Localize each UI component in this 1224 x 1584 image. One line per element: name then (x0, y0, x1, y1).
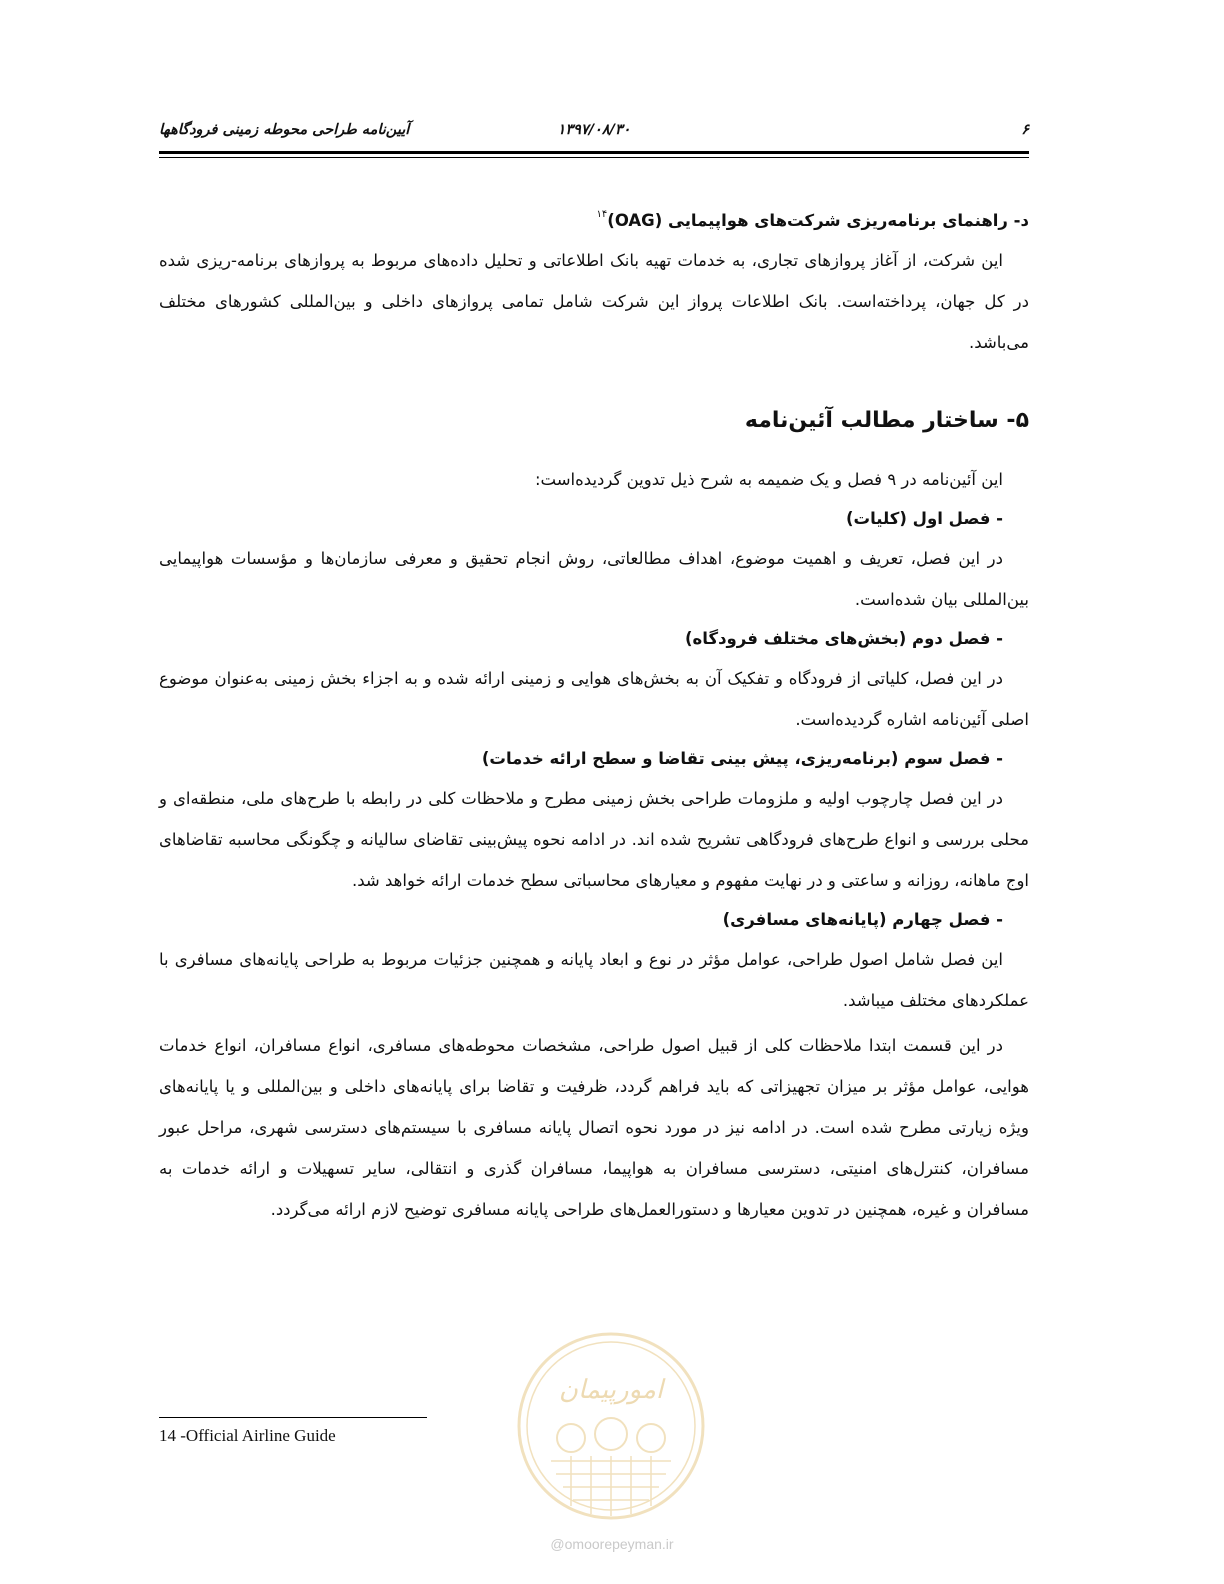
chapter-2-paragraph: در این فصل، کلیاتی از فرودگاه و تفکیک آن به بخش‌های هوایی و زمینی ارائه شده و به اجزاء بخش زمینی به‌عنوان موضوع اصلی آئین‌نامه اشاره گردیده‌است. (159, 669, 1029, 729)
oag-paragraph: این شرکت، از آغاز پروازهای تجاری، به خدمات تهیه بانک اطلاعاتی و تحلیل داده‌های مربوط به پروازهای برنامه-ریزی شده در کل جهان، پرداخته‌است. بانک اطلاعات پرواز این شرکت شامل تمامی پروازهای داخلی و بین‌المللی کشورهای مختلف می‌باشد. (159, 251, 1029, 352)
watermark-logo-icon (511, 1326, 711, 1526)
chapter-4-paragraph-2: در این قسمت ابتدا ملاحظات کلی از قبیل اصول طراحی، مشخصات محوطه‌های مسافری، انواع مسافران، انواع خدمات هوایی، عوامل مؤثر بر میزان تجهیزاتی که باید فراهم گردد، ظرفیت و تقاضا برای پایانه‌های داخلی و بین‌المللی و یا پایانه‌های ویژه زیارتی مطرح شده است. در ادامه نیز در مورد نحوه اتصال پایانه مسافری با سیستم‌های دسترسی شهری، مراحل عبور مسافران، کنترل‌های امنیتی، دسترسی مسافران به هواپیما، مسافران گذری و انتقالی، سایر تسهیلات و ارائه خدمات به مسافران و غیره، همچنین در تدوین معیارها و دستورالعمل‌های طراحی پایانه مسافری توضیح لازم ارائه می‌گردد. (159, 1036, 1029, 1219)
footnote-rule (159, 1417, 427, 1418)
page-number: ۶ (1021, 122, 1029, 138)
watermark-logo-text: امورپیمان (558, 1375, 664, 1405)
header-rule-thin (159, 157, 1029, 158)
header-document-title: آیین‌نامه طراحی محوطه زمینی فرودگاهها (159, 122, 410, 138)
chapter-1-paragraph: در این فصل، تعریف و اهمیت موضوع، اهداف مطالعاتی، روش انجام تحقیق و معرفی سازمان‌ها و مؤسسات هواپیمایی بین‌المللی بیان شده‌است. (159, 549, 1029, 609)
page-header (159, 118, 1029, 144)
chapter-3-heading: - فصل سوم (برنامه‌ریزی، پیش بینی تقاضا و سطح ارائه خدمات) (481, 749, 1003, 768)
chapter-1-heading: - فصل اول (کلیات) (845, 509, 1003, 528)
header-rule-thick (159, 151, 1029, 154)
footnote-14: 14 -Official Airline Guide (159, 1426, 336, 1445)
chapter-3-paragraph: در این فصل چارچوب اولیه و ملزومات طراحی بخش زمینی مطرح و ملاحظات کلی در رابطه با طرح‌های ملی، منطقه‌ای و محلی بررسی و انواع طرح‌های فرودگاهی تشریح شده اند. در ادامه نحوه پیش‌بینی تقاضای سالیانه و چگونگی محاسبه تقاضاهای اوج ماهانه، روزانه و ساعتی و در نهایت مفهوم و معیارهای محاسباتی سطح خدمات ارائه خواهد شد. (159, 789, 1029, 890)
section-5-intro: این آئین‌نامه در ۹ فصل و یک ضمیمه به شرح ذیل تدوین گردیده‌است: (534, 470, 1003, 489)
oag-heading: د- راهنمای برنامه‌ریزی شرکت‌های هواپیمایی (OAG)$^{۱۴}$ (596, 209, 1029, 230)
header-date: ۱۳۹۷/۰۸/۳۰ (557, 122, 631, 138)
section-5-title: ۵- ساختار مطالب آئین‌نامه (744, 408, 1029, 433)
page-body (159, 196, 1029, 1230)
chapter-4-heading: - فصل چهارم (پایانه‌های مسافری) (722, 910, 1003, 929)
footnote-ref: ۱۴ (596, 209, 608, 220)
watermark-url: @omoorepeyman.ir (550, 1536, 674, 1552)
chapter-2-heading: - فصل دوم (بخش‌های مختلف فرودگاه) (685, 629, 1003, 648)
chapter-4-paragraph-1: این فصل شامل اصول طراحی، عوامل مؤثر در نوع و ابعاد پایانه و همچنین جزئیات مربوط به طراحی پایانه‌های مسافری با عملکردهای مختلف میباشد. (159, 950, 1029, 1010)
